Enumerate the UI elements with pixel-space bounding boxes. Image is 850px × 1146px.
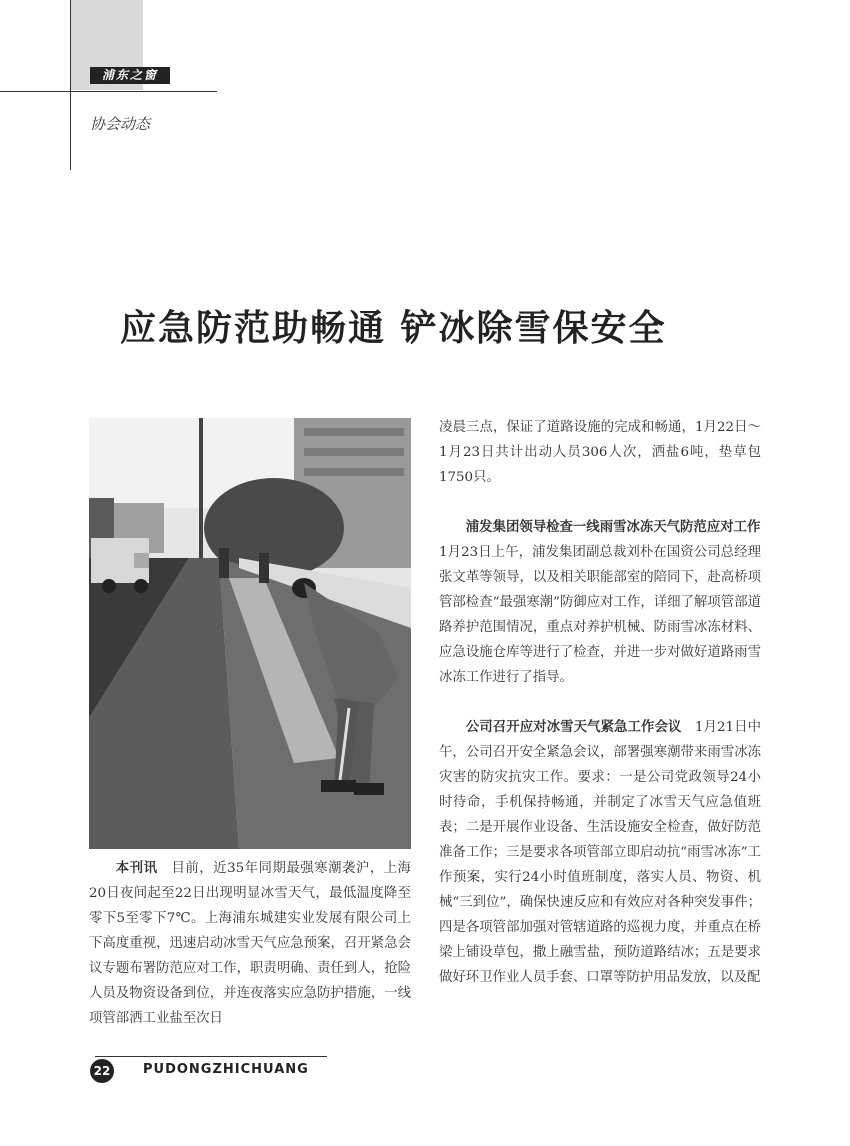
paragraph-continued [439, 415, 761, 490]
paragraph-text: 凌晨三点，保证了道路设施的完成和畅通，1月22日～1月23日共计出动人员306人次，洒盐6吨，垫草包1750只。 [439, 420, 761, 485]
paragraph-emergency-meeting [439, 715, 761, 990]
paragraph-intro [89, 856, 411, 1031]
paragraph-text: 1月23日上午，浦发集团副总裁刘朴在国资公司总经理张文革等领导，以及相关职能部室的陪同下，赴高桥项管部检查“最强寒潮”防御应对工作，详细了解项管部道路养护范围情况，重点对养护机械、防雨雪冰冻材料、应急设施仓库等进行了检查，并进一步对做好道路雨雪冰冻工作进行了指导。 [439, 520, 774, 685]
paragraph-text: 目前，近35年同期最强寒潮袭沪，上海20日夜间起至22日出现明显冰雪天气，最低温度降至零下5至零下7℃。上海浦东城建实业发展有限公司上下高度重视，迅速启动冰雪天气应急预案，召开紧急会议专题布署防范应对工作，职责明确、责任到人，抢险人员及物资设备到位，并连夜落实应急防护措施，一线项管部洒工业盐至次日 [89, 861, 412, 1026]
header-vertical-rule [70, 0, 71, 170]
article-title: 应急防范助畅通 铲冰除雪保安全 [120, 308, 667, 349]
magazine-brand-logo: 浦东之窗 [90, 67, 170, 84]
article-photo [89, 418, 411, 849]
paragraph-text: 1月21日中午，公司召开安全紧急会议，部署强寒潮带来雨雪冰冻灾害的防灾抗灾工作。要求：一是公司党政领导24小时待命，手机保持畅通，并制定了冰雪天气应急值班表；二是开展作业设备、生活设施安全检查，做好防范准备工作；三是要求各项管部立即启动抗“雨雪冰冻”工作预案，实行24小时值班制度，落实人员、物资、机械“三到位”，确保快速反应和有效应对各种突发事件；四是各项管部加强对管辖道路的巡视力度，并重点在桥梁上铺设草包，撒上融雪盐，预防道路结冰；五是要求做好环卫作业人员手套、口罩等防护用品发放，以及配 [439, 720, 762, 985]
header-horizontal-rule [0, 91, 217, 92]
article-left-column [89, 856, 411, 1031]
footer-rule [95, 1056, 327, 1057]
section-label: 协会动态 [90, 115, 151, 133]
article-right-column [439, 415, 774, 990]
page-number: 22 [90, 1059, 114, 1083]
paragraph-lead: 公司召开应对冰雪天气紧急工作会议 [465, 720, 682, 735]
paragraph-lead: 本刊讯 [115, 861, 158, 876]
paragraph-group-inspection [439, 515, 774, 690]
publication-name: PUDONGZHICHUANG [143, 1062, 309, 1077]
worker-laying-straw-mats-photo [89, 418, 411, 849]
paragraph-lead: 浦发集团领导检查一线雨雪冰冻天气防范应对工作 [465, 520, 761, 535]
